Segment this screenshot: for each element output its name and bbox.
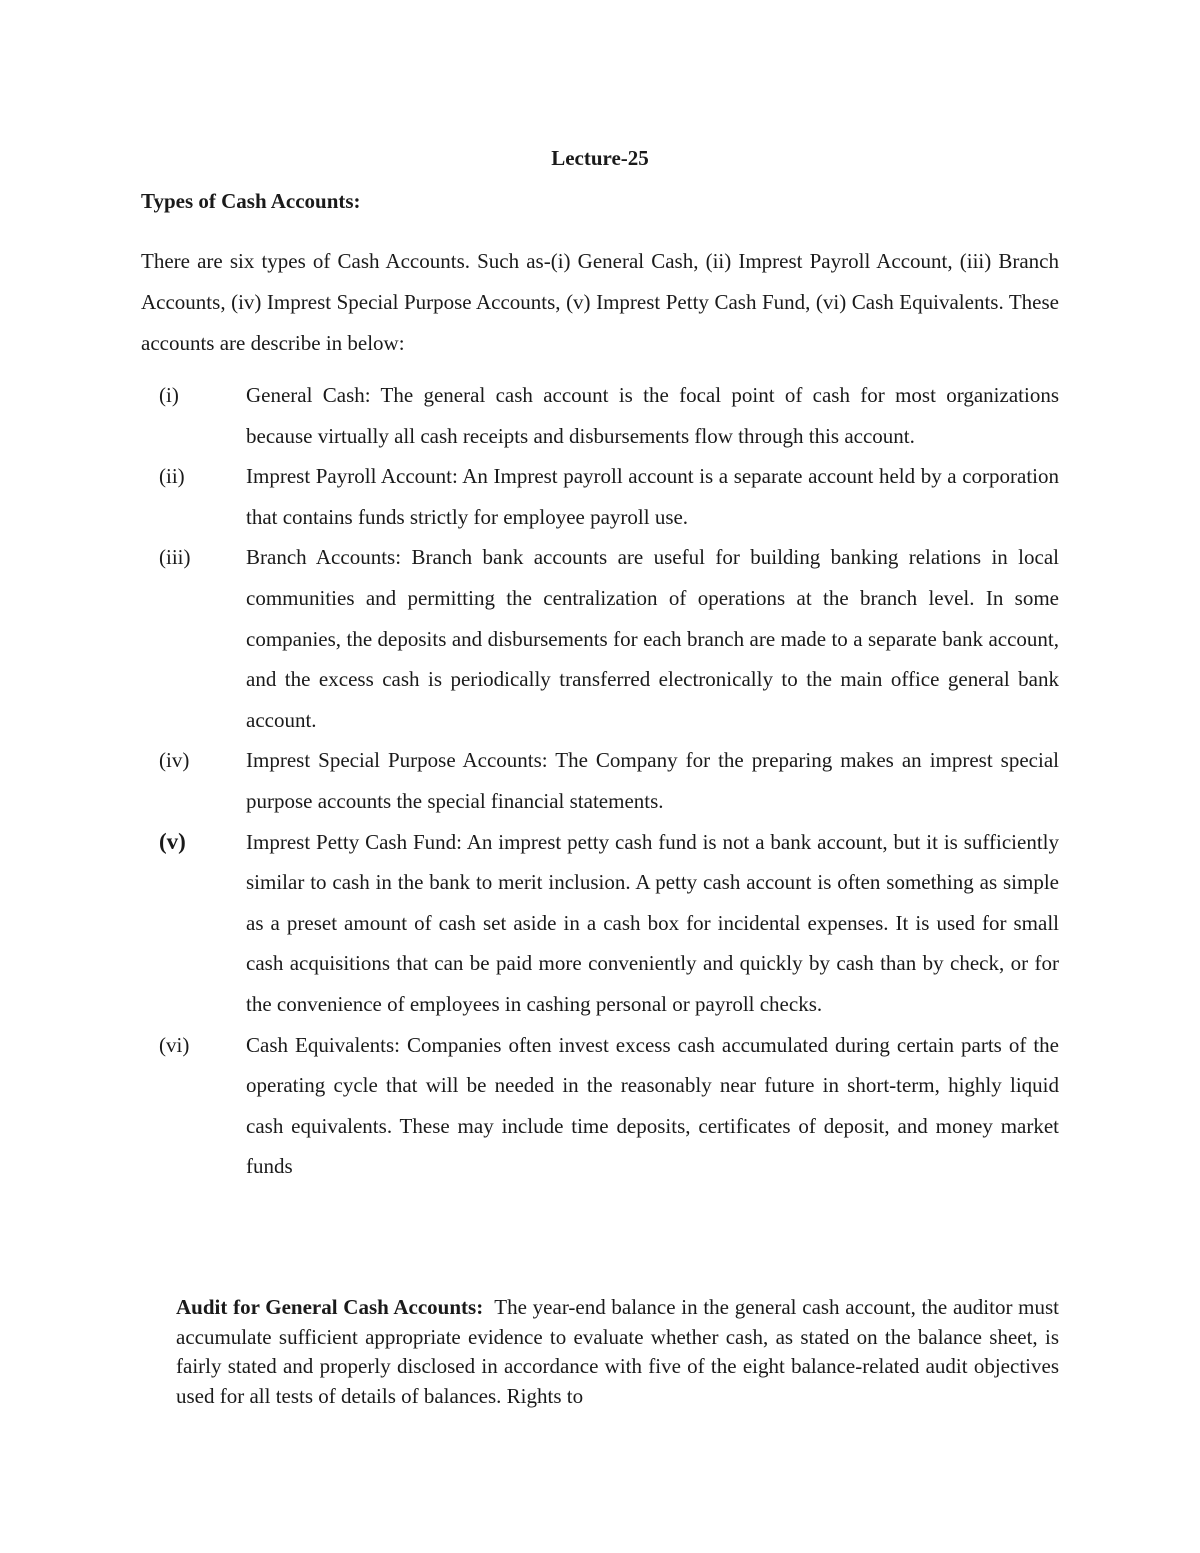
list-item-text: Cash Equivalents: Companies often invest excess cash accumulated during certain parts of the operating cycle that will be needed in the reasonably near future in short-term, highly liquid cash equivalents. These may include time deposits, certificates of deposit, and money market funds [246,1032,1059,1179]
audit-heading: Audit for General Cash Accounts: [176,1295,484,1319]
list-item-imprest-payroll [141,456,1059,537]
list-item-text: Imprest Special Purpose Accounts: The Company for the preparing makes an imprest special purpose accounts the special financial statements. [246,748,1059,813]
list-item-general-cash [141,375,1059,456]
audit-text: The year-end balance in the general cash account, the auditor must accumulate sufficient appropriate evidence to evaluate whether cash, as stated on the balance sheet, is fairly stated and properly disclosed in accordance with five of the eight balance-related audit objectives used for all tests of details of balances. Rights to [176,1295,1060,1408]
intro-paragraph: There are six types of Cash Accounts. Such as-(i) General Cash, (ii) Imprest Payroll Account, (iii) Branch Accounts, (iv) Imprest Special Purpose Accounts, (v) Imprest Petty Cash Fund, (vi) Cash Equivalents. These accounts are describe in below: [141,249,1059,355]
document-page [141,0,1059,1553]
list-item-number: (iii) [159,545,191,570]
page-title: Lecture-25 [551,146,649,170]
list-item-number: (iv) [159,748,190,773]
list-item-special-purpose [141,740,1059,821]
list-item-text: Branch Accounts: Branch bank accounts are useful for building banking relations in local communities and permitting the centralization of operations at the branch level. In some companies, the deposits and disbursements for each branch are made to a separate bank account, and the excess cash is periodically transferred electronically to the main office general bank account. [246,545,1059,732]
list-item-text: General Cash: The general cash account is the focal point of cash for most organizations because virtually all cash receipts and disbursements flow through this account. [246,383,1059,448]
list-item-number: (ii) [159,464,185,489]
list-item-text: Imprest Payroll Account: An Imprest payroll account is a separate account held by a corporation that contains funds strictly for employee payroll use. [246,464,1059,529]
cash-account-types-list [141,375,1059,1187]
list-item-cash-equivalents [141,1025,1059,1187]
section-heading: Types of Cash Accounts: [141,189,361,213]
list-item-number: (vi) [159,1032,190,1057]
audit-paragraph [176,1293,1059,1411]
list-item-number: (i) [159,383,179,407]
list-item-petty-cash [141,822,1059,1025]
list-item-number: (v) [159,828,186,854]
list-item-branch-accounts [141,537,1059,740]
list-item-text: Imprest Petty Cash Fund: An imprest petty cash fund is not a bank account, but it is sufficiently similar to cash in the bank to merit inclusion. A petty cash account is often something as simple as a preset amount of cash set aside in a cash box for incidental expenses. It is used for small cash acquisitions that can be paid more conveniently and quickly by cash than by check, or for the convenience of employees in cashing personal or payroll checks. [246,829,1059,1016]
